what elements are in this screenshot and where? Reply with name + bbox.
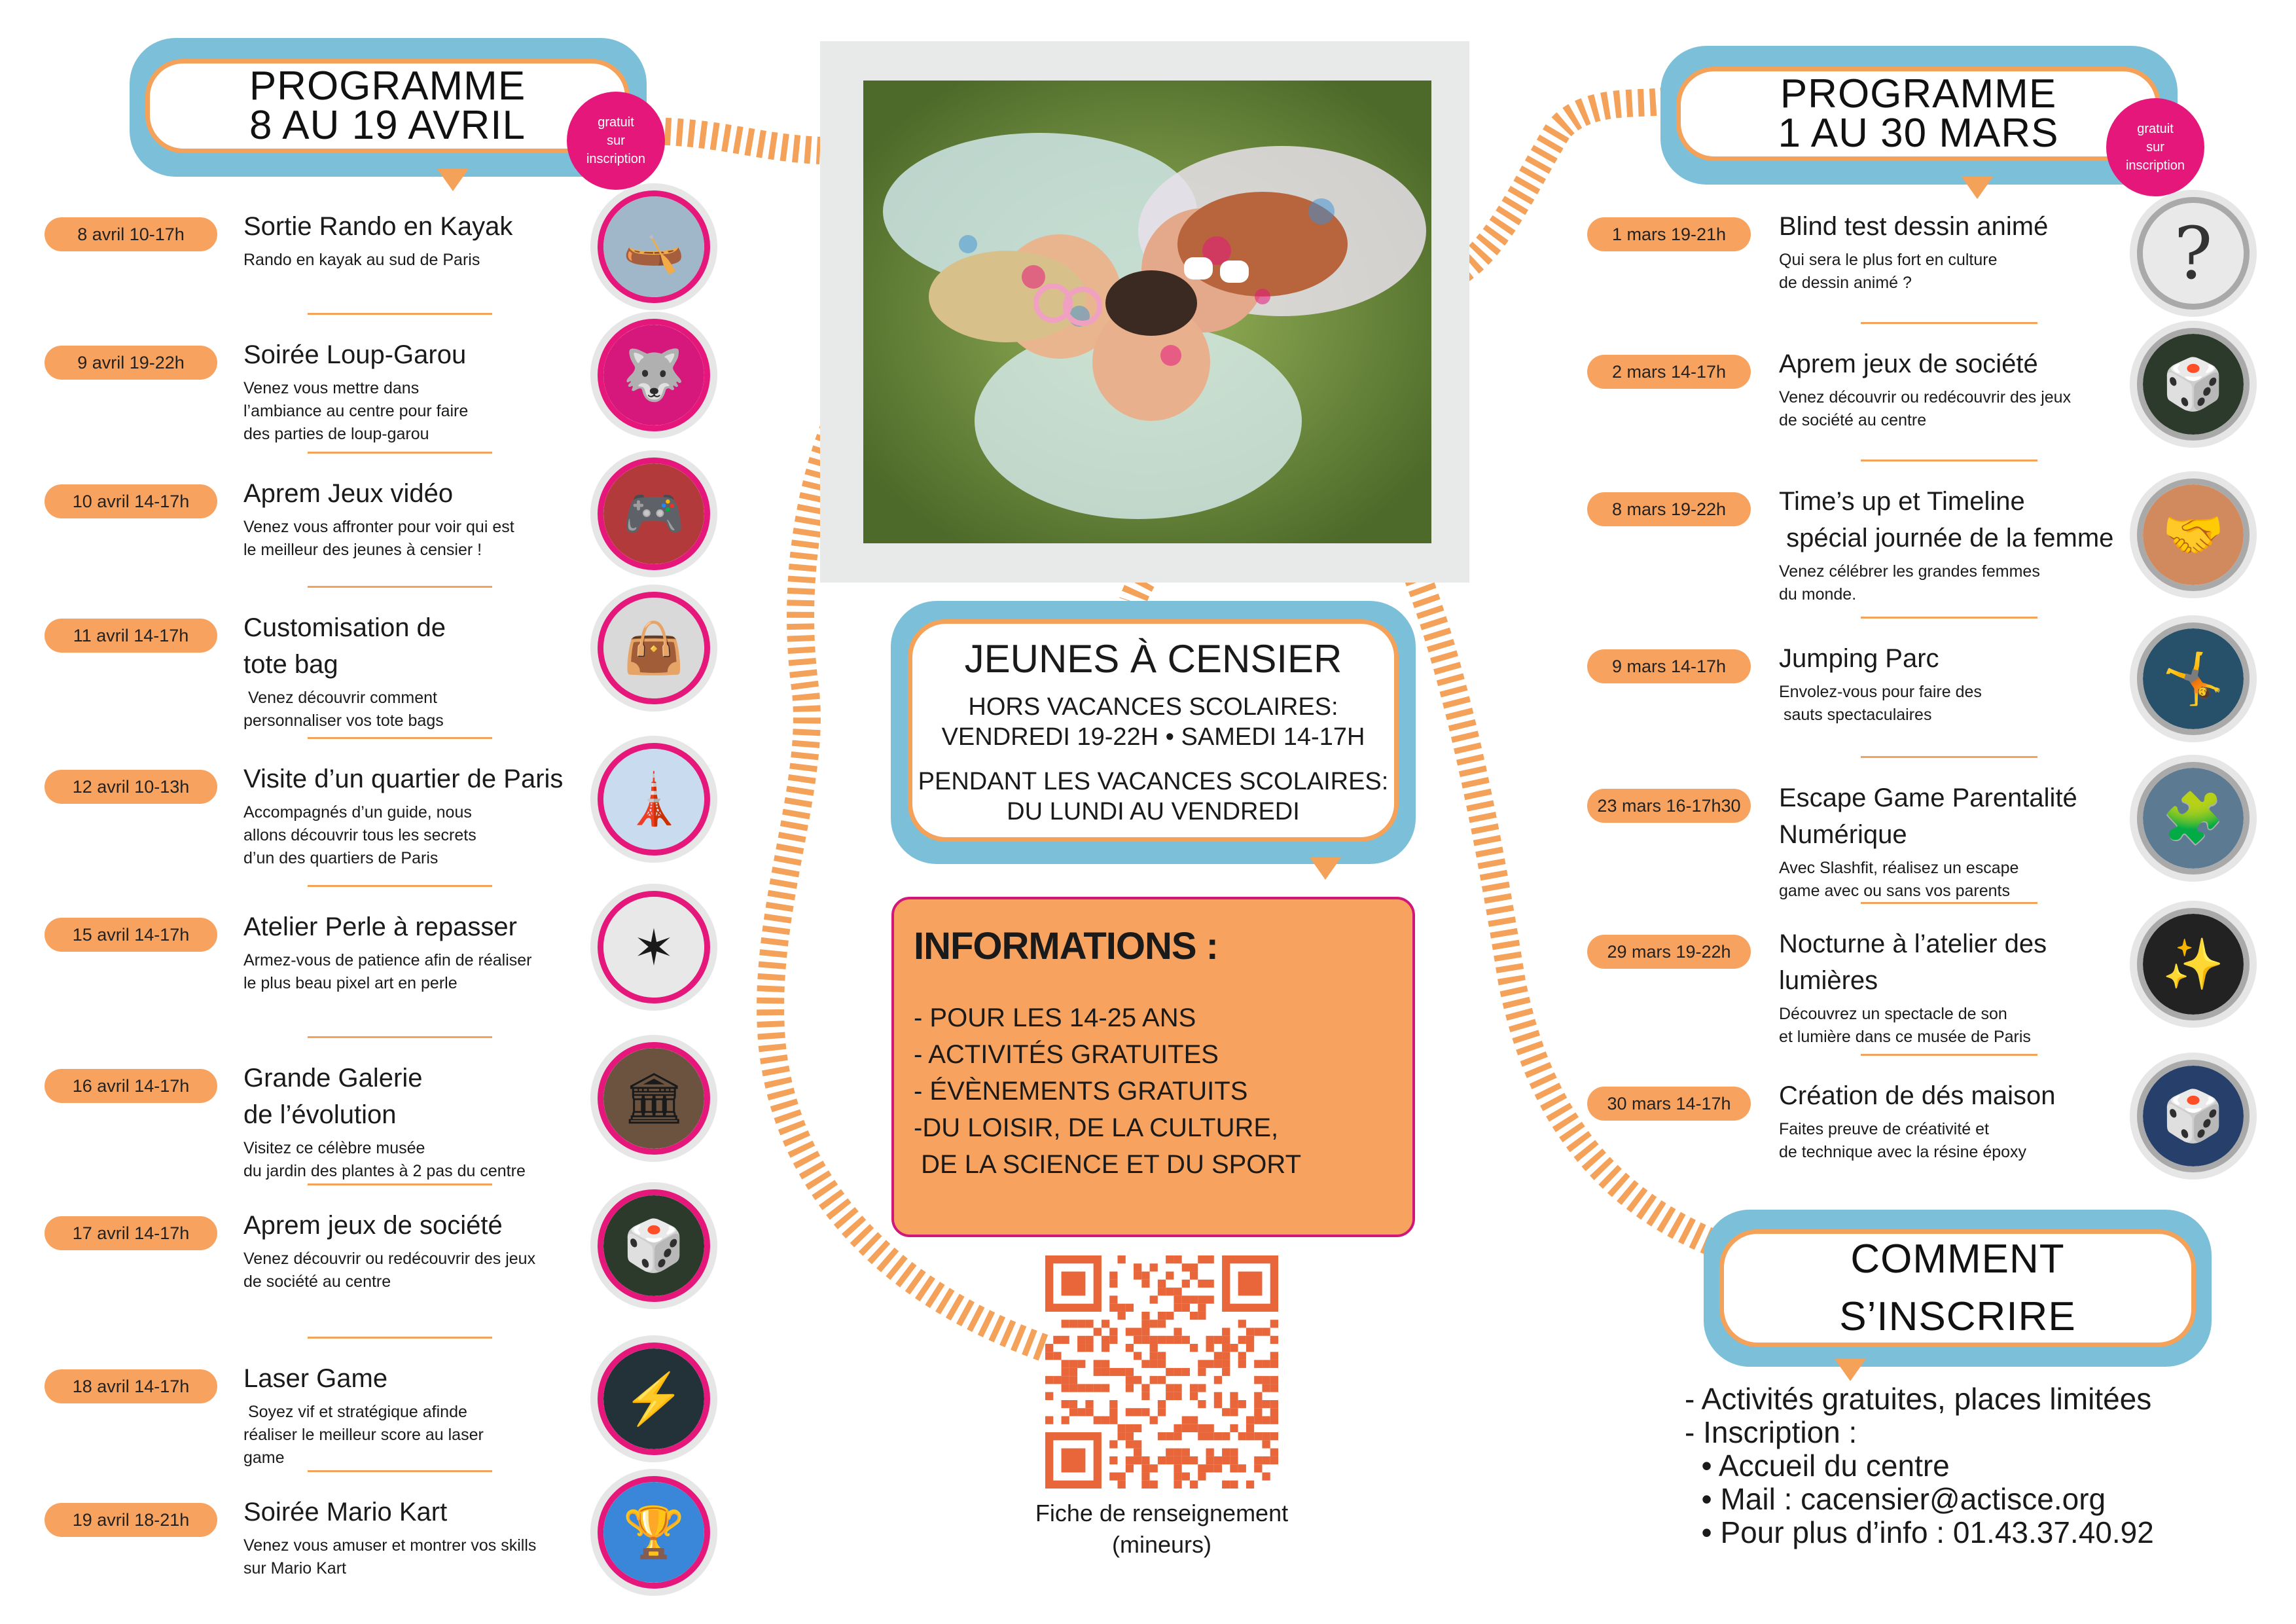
event-date: 10 avril 14-17h bbox=[45, 484, 217, 518]
opening-hours: HORS VACANCES SCOLAIRES: VENDREDI 19-22H • SAMEDI 14-17H PENDANT LES VACANCES SCOLAIRES: DU LUNDI AU VENDREDI bbox=[918, 693, 1389, 825]
event-image bbox=[2130, 321, 2257, 448]
event-date: 1 mars 19-21h bbox=[1587, 217, 1751, 251]
resin-dice-icon: 🎲 bbox=[2143, 1066, 2244, 1166]
event-description: de technique avec la résine époxy bbox=[1779, 1143, 2027, 1161]
kayak-icon: 🛶 bbox=[603, 196, 704, 297]
event-description: Venez découvrir ou redécouvrir des jeux bbox=[243, 1250, 536, 1268]
event-description: de société au centre bbox=[243, 1272, 391, 1291]
event-title: Time’s up et Timeline bbox=[1779, 487, 2025, 516]
event-description: le plus beau pixel art en perle bbox=[243, 974, 457, 992]
trampoline-icon: 🤸 bbox=[2143, 628, 2244, 729]
event-image bbox=[2130, 755, 2257, 882]
event-image bbox=[2130, 190, 2257, 317]
event-date: 11 avril 14-17h bbox=[45, 619, 217, 653]
museum-icon: 🏛 bbox=[603, 1048, 704, 1149]
event-image bbox=[590, 183, 717, 310]
event-description: Visitez ce célèbre musée bbox=[243, 1139, 425, 1157]
event-description: Accompagnés d’un guide, nous bbox=[243, 803, 472, 821]
event-date: 30 mars 14-17h bbox=[1587, 1087, 1751, 1121]
laser-icon: ⚡ bbox=[603, 1348, 704, 1449]
event-title: Aprem Jeux vidéo bbox=[243, 479, 454, 508]
email-link[interactable]: • Mail : cacensier@actisce.org bbox=[1685, 1482, 2106, 1516]
event-divider bbox=[1861, 322, 2037, 324]
event-date: 8 avril 10-17h bbox=[45, 217, 217, 251]
info-line: - ÉVÈNEMENTS GRATUITS bbox=[914, 1077, 1248, 1106]
hands-icon: 🤝 bbox=[2143, 484, 2244, 585]
event-date: 9 avril 19-22h bbox=[45, 346, 217, 380]
event-description: du monde. bbox=[1779, 585, 1857, 604]
event-title: Jumping Parc bbox=[1779, 644, 1939, 673]
event-description: sur Mario Kart bbox=[243, 1559, 346, 1578]
event-divider bbox=[308, 313, 492, 315]
informations-title: INFORMATIONS : bbox=[914, 925, 1218, 967]
event-description: et lumière dans ce musée de Paris bbox=[1779, 1028, 2031, 1046]
event-description: game bbox=[243, 1449, 285, 1467]
info-line: -DU LOISIR, DE LA CULTURE, bbox=[914, 1113, 1279, 1142]
howto-line: • Accueil du centre bbox=[1685, 1449, 1950, 1483]
event-description: Venez vous affronter pour voir qui est bbox=[243, 518, 514, 536]
info-line: - POUR LES 14-25 ANS bbox=[914, 1003, 1196, 1032]
center-title: JEUNES À CENSIER bbox=[964, 637, 1342, 681]
event-description: Venez découvrir comment bbox=[243, 689, 437, 707]
event-title: Nocturne à l’atelier des bbox=[1779, 929, 2047, 958]
event-title: Atelier Perle à repasser bbox=[243, 912, 517, 941]
center-info-header bbox=[891, 601, 1416, 864]
event-title: Aprem jeux de société bbox=[243, 1211, 503, 1240]
howto-line: - Activités gratuites, places limitées bbox=[1685, 1382, 2152, 1416]
event-description: des parties de loup-garou bbox=[243, 425, 429, 443]
event-description: Venez vous mettre dans bbox=[243, 379, 420, 397]
howto-header bbox=[1704, 1210, 2212, 1367]
howto-title: COMMENT S’INSCRIRE bbox=[1839, 1236, 2076, 1339]
event-date: 19 avril 18-21h bbox=[45, 1503, 217, 1537]
puzzle-icon: 🧩 bbox=[2143, 768, 2244, 869]
info-line: DE LA SCIENCE ET DU SPORT bbox=[914, 1150, 1302, 1179]
tote-bag-icon: 👜 bbox=[603, 598, 704, 698]
event-title: spécial journée de la femme bbox=[1779, 524, 2114, 552]
event-description: réaliser le meilleur score au laser bbox=[243, 1426, 484, 1444]
qr-caption-sub: (mineurs) bbox=[1111, 1531, 1211, 1558]
event-image bbox=[590, 450, 717, 577]
eiffel-tower-icon: 🗼 bbox=[603, 749, 704, 850]
event-image bbox=[590, 1182, 717, 1309]
event-image bbox=[2130, 615, 2257, 742]
event-image bbox=[590, 312, 717, 439]
event-title: Aprem jeux de société bbox=[1779, 350, 2038, 378]
event-description: Venez découvrir ou redécouvrir des jeux bbox=[1779, 388, 2072, 406]
event-date: 17 avril 14-17h bbox=[45, 1216, 217, 1250]
event-date: 8 mars 19-22h bbox=[1587, 492, 1751, 526]
event-divider bbox=[1861, 1054, 2037, 1056]
event-date: 18 avril 14-17h bbox=[45, 1369, 217, 1403]
event-date: 2 mars 14-17h bbox=[1587, 355, 1751, 389]
event-description: Soyez vif et stratégique afinde bbox=[243, 1403, 467, 1421]
right-free-badge: gratuit sur inscription bbox=[2106, 98, 2204, 196]
howto-list bbox=[1685, 1382, 2154, 1549]
game-console-icon: 🎮 bbox=[603, 463, 704, 564]
event-title: de l’évolution bbox=[243, 1100, 397, 1129]
event-date: 12 avril 10-13h bbox=[45, 770, 217, 804]
qr-caption: Fiche de renseignement bbox=[1035, 1500, 1289, 1526]
event-date: 9 mars 14-17h bbox=[1587, 649, 1751, 683]
event-description: du jardin des plantes à 2 pas du centre bbox=[243, 1162, 526, 1180]
event-divider bbox=[308, 586, 492, 588]
right-program-header bbox=[1660, 46, 2178, 185]
event-divider bbox=[1861, 617, 2037, 619]
event-description: l’ambiance au centre pour faire bbox=[243, 402, 469, 420]
event-description: game avec ou sans vos parents bbox=[1779, 882, 2010, 900]
trophy-icon: 🏆 bbox=[603, 1482, 704, 1583]
event-description: Armez-vous de patience afin de réaliser bbox=[243, 951, 532, 969]
event-date: 23 mars 16-17h30 bbox=[1587, 789, 1751, 823]
event-description: le meilleur des jeunes à censier ! bbox=[243, 541, 482, 559]
info-line: - ACTIVITÉS GRATUITES bbox=[914, 1040, 1219, 1069]
friends-photo-icon bbox=[863, 81, 1431, 543]
event-divider bbox=[1861, 902, 2037, 904]
event-description: Avec Slashfit, réalisez un escape bbox=[1779, 859, 2019, 877]
informations-list bbox=[914, 1000, 1393, 1183]
event-divider bbox=[308, 1183, 492, 1185]
event-description: Rando en kayak au sud de Paris bbox=[243, 251, 480, 269]
event-description: Découvrez un spectacle de son bbox=[1779, 1005, 2007, 1023]
event-image bbox=[2130, 1053, 2257, 1180]
event-description: Venez vous amuser et montrer vos skills bbox=[243, 1536, 537, 1555]
event-description: allons découvrir tous les secrets bbox=[243, 826, 476, 844]
event-description: Envolez-vous pour faire des bbox=[1779, 683, 1982, 701]
event-divider bbox=[308, 1337, 492, 1339]
dice-icon: 🎲 bbox=[603, 1195, 704, 1296]
event-title: Soirée Loup-Garou bbox=[243, 340, 467, 369]
left-free-badge: gratuit sur inscription bbox=[567, 92, 665, 190]
event-date: 15 avril 14-17h bbox=[45, 918, 217, 952]
event-title: lumières bbox=[1779, 966, 1878, 995]
event-title: Numérique bbox=[1779, 820, 1907, 849]
event-image bbox=[590, 884, 717, 1011]
event-divider bbox=[308, 885, 492, 887]
event-description: de dessin animé ? bbox=[1779, 274, 1912, 292]
event-divider bbox=[308, 1470, 492, 1472]
event-divider bbox=[308, 1036, 492, 1038]
event-description: Qui sera le plus fort en culture bbox=[1779, 251, 1998, 269]
event-divider bbox=[1861, 756, 2037, 758]
event-title: Sortie Rando en Kayak bbox=[243, 212, 513, 241]
event-image bbox=[590, 1469, 717, 1596]
event-image bbox=[590, 736, 717, 863]
bead-star-icon: ✶ bbox=[603, 897, 704, 998]
event-date: 29 mars 19-22h bbox=[1587, 935, 1751, 969]
event-divider bbox=[308, 452, 492, 454]
event-image bbox=[2130, 901, 2257, 1028]
event-title: Grande Galerie bbox=[243, 1064, 423, 1092]
right-program-title: PROGRAMME 1 AU 30 MARS bbox=[1778, 71, 2059, 156]
event-description: de société au centre bbox=[1779, 411, 1927, 429]
informations-box bbox=[891, 897, 1415, 1237]
photo-frame bbox=[820, 41, 1469, 583]
event-title: Création de dés maison bbox=[1779, 1081, 2056, 1110]
event-title: Escape Game Parentalité bbox=[1779, 784, 2077, 812]
event-description: Venez célébrer les grandes femmes bbox=[1779, 562, 2040, 581]
event-title: Laser Game bbox=[243, 1364, 388, 1393]
dice-icon: 🎲 bbox=[2143, 334, 2244, 435]
event-description: sauts spectaculaires bbox=[1779, 706, 1932, 724]
phone-link[interactable]: • Pour plus d’info : 01.43.37.40.92 bbox=[1685, 1515, 2154, 1549]
event-image bbox=[2130, 471, 2257, 598]
event-description: personnaliser vos tote bags bbox=[243, 712, 444, 730]
friends-photo bbox=[863, 81, 1431, 543]
left-program-title: PROGRAMME 8 AU 19 AVRIL bbox=[249, 63, 526, 148]
event-image bbox=[590, 1335, 717, 1462]
event-title: Blind test dessin animé bbox=[1779, 212, 2049, 241]
lights-icon: ✨ bbox=[2143, 914, 2244, 1015]
howto-line: - Inscription : bbox=[1685, 1415, 1857, 1449]
event-date: 16 avril 14-17h bbox=[45, 1069, 217, 1103]
qr-code[interactable] bbox=[1045, 1255, 1278, 1489]
event-divider bbox=[308, 737, 492, 739]
event-description: d’un des quartiers de Paris bbox=[243, 849, 439, 867]
event-image bbox=[590, 585, 717, 712]
question-mark-icon: ? bbox=[2143, 203, 2244, 304]
event-title: tote bag bbox=[243, 650, 338, 679]
event-title: Soirée Mario Kart bbox=[243, 1498, 448, 1526]
event-title: Visite d’un quartier de Paris bbox=[243, 765, 564, 793]
wolf-icon: 🐺 bbox=[603, 325, 704, 425]
event-description: Faites preuve de créativité et bbox=[1779, 1120, 1989, 1138]
event-title: Customisation de bbox=[243, 613, 446, 642]
event-divider bbox=[1861, 460, 2037, 461]
event-image bbox=[590, 1035, 717, 1162]
